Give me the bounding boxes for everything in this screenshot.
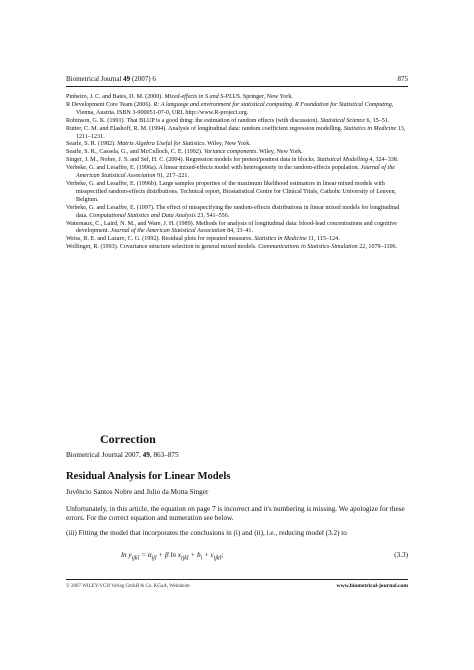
header-rule — [66, 86, 408, 87]
reference-entry: Pinheiro, J. C. and Bates, D. M. (2000). Mixed-effects in S and S-PLUS. Springer, New York. — [66, 94, 293, 100]
correction-heading: Correction — [100, 432, 156, 446]
running-head-journal: Biometrical Journal 49 (2007) 6 — [66, 75, 156, 83]
reference-entry: Singer, J. M., Nobre, J. S. and Sef, H. C. (2004). Regression models for pretest/posttest data in blocks. Statistical Modelling 4, 324–338. — [66, 157, 399, 164]
correction-intro-paragraph: Unfortunately, in this article, the equation on page 7 is incorrect and it's numbering is missing. We apologize for these errors. For the correct equation and numeration see below. — [66, 505, 405, 522]
reference-entry: Robinson, G. K. (1991). That BLUP is a good thing: the estimation of random effects (with discussion). Statistical Science 6, 15–51. — [66, 117, 390, 124]
reference-entry: Verbeke, G. and Lesaffre, E. (1996b). Large samples properties of the maximum likelihood estimators in linear mixed models with misspecified random-effects distributions. Technical report, Biostatistical Centre for Clinical Trials, Catholic University of Leuven, Belgium. — [66, 180, 397, 203]
equation-number: (3.3) — [394, 551, 408, 559]
article-title: Residual Analysis for Linear Models — [66, 471, 231, 482]
reference-list — [66, 94, 408, 252]
article-authors: Juvêncio Santos Nobre and Julio da Motta Singer — [66, 488, 209, 496]
reference-entry: Weiss, R. E. and Lazaro, C. G. (1992). Residual plots for repeated measures. Statistics in Medicine 11, 115–124. — [66, 236, 340, 243]
correction-citation: Biometrical Journal 2007, 49, 863–875 — [66, 451, 179, 459]
reference-entry: Verbeke, G. and Lesaffre, E. (1997). The effect of misspecifying the random-effects distributions in linear mixed models for longitudinal data. Computational Statistics and Data Analysis 23, 541–556. — [66, 204, 400, 219]
reference-entry: Waternaux, C., Laird, N. M., and Ware, J. H. (1989). Methods for analysis of longitudinal data: blood-lead concentrations and cognitive development. Journal of the American Statistical Association 84, 33–41. — [66, 220, 397, 235]
reference-entry: R Development Core Team (2006). R: A language and environment for statistical computing. R Foundation for Statistical Computing, Vienna, Austria. ISBN 3-900051-07-0, URL http://www.R-project.org. — [66, 101, 394, 116]
footer-rule — [66, 579, 408, 580]
equation-body: $\ln y_{ijkl} = \alpha_{ijl} + \beta$ $\ln x_{ijkl} + b_i + \varepsilon_{ijkl}$; — [121, 551, 224, 562]
reference-entry: Searle, S. R., Cassela, G., and McCulloch, C. E. (1992). Variance components. Wiley, New York. — [66, 149, 303, 156]
reference-entry: Searle, S. R. (1982). Matrix Algebra Useful for Statistics. Wiley, New York. — [66, 141, 251, 148]
equation-3-3 — [121, 551, 408, 563]
reference-entry: Wolfinger, R. (1993). Covariance structure selection in general mixed models. Communications in Statistics-Simulation 22, 1079–1106. — [66, 244, 398, 251]
reference-entry: Verbeke, G. and Lesaffre, E. (1996a). A linear mixed-effects model with heterogeneity in the random-effects population. Journal of the American Statistical Association 91, 217–221. — [66, 165, 395, 180]
correction-item-iii: (iii) Fitting the model that incorporates the conclusions in (i) and (ii), i.e., reducing model (3.2) to — [66, 529, 347, 537]
running-head — [66, 75, 408, 84]
page-number: 875 — [397, 75, 408, 83]
reference-entry: Rutter, C. M. and Elashoff, R. M. (1994). Analysis of longitudinal data: random coefficient regression modelling. Statistics in Medicine 13, 1211–1231. — [66, 125, 406, 140]
journal-website: www.biometrical-journal.com — [336, 583, 408, 589]
copyright-notice: © 2007 WILEY-VCH Verlag GmbH & Co. KGaA, Weinheim — [66, 584, 190, 589]
